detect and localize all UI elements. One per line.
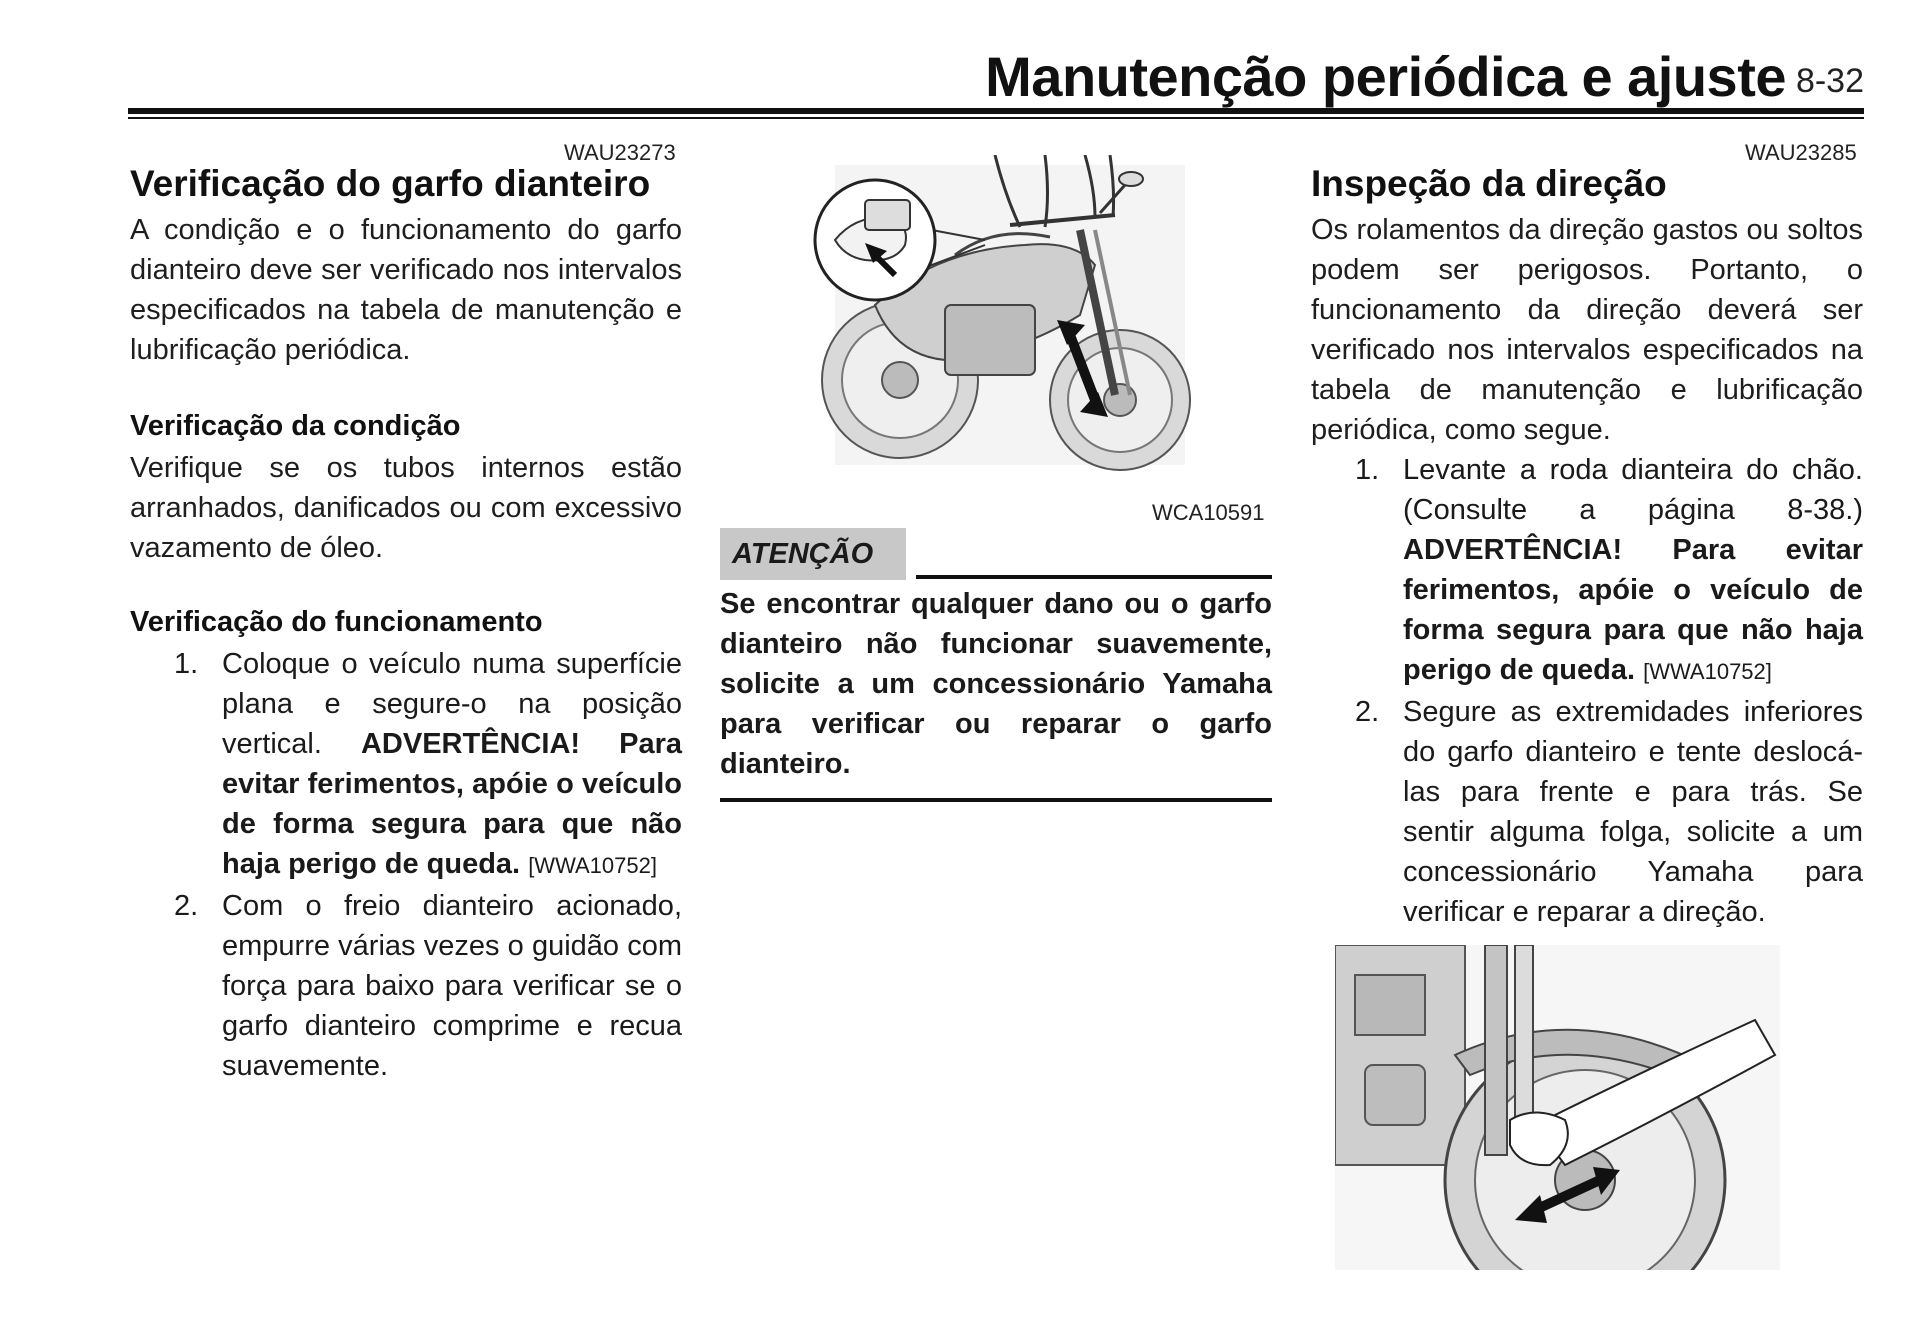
list-item (130, 886, 682, 1086)
step-number: 1. (174, 648, 199, 680)
warning-ref: [WWA10752] (528, 853, 657, 878)
step-text: Com o freio dianteiro acionado, empurre várias vezes o guidão com força para baixo para verificar se o garfo dianteiro comprime e recua suavemente. (222, 890, 682, 1082)
condition-paragraph: Verifique se os tubos internos estão arranhados, danificados ou com excessivo vazamento de óleo. (130, 452, 682, 564)
caution-rule-top (916, 575, 1272, 579)
warning-text: ADVERTÊNCIA! Para evitar ferimentos, apóie o veículo de forma segura para que não haja perigo de queda. (1403, 534, 1863, 686)
warning-text: ADVERTÊNCIA! Para evitar ferimentos, apóie o veículo de forma segura para que não haja perigo de queda. (222, 728, 683, 880)
section-heading-fork: Verificação do garfo dianteiro (130, 163, 651, 204)
section-code-right: WAU23285 (1745, 140, 1857, 165)
section-heading-steering: Inspeção da direção (1311, 163, 1667, 204)
list-item (130, 644, 682, 886)
list-item (1311, 450, 1863, 692)
step-number: 2. (174, 890, 199, 922)
header-rule (128, 108, 1864, 114)
fork-intro-paragraph: A condição e o funcionamento do garfo dianteiro deve ser verificado nos intervalos especificados na tabela de manutenção e lubrificação periódica. (130, 214, 682, 366)
caution-text: Se encontrar qualquer dano ou o garfo dianteiro não funcionar suavemente, solicite a um concessionário Yamaha para verificar ou reparar o garfo dianteiro. (720, 588, 1272, 780)
step-text: Levante a roda dianteira do chão. (Consulte a página 8-38.) (1403, 454, 1863, 526)
step-text: Coloque o veículo numa superfície plana e segure-o na posição vertical. (222, 648, 682, 760)
page-number: 8-32 (1795, 62, 1864, 100)
caution-label: ATENÇÃO (720, 528, 906, 580)
caution-rule-bottom (720, 798, 1272, 802)
steering-check-illustration (1335, 945, 1780, 1270)
steering-intro-paragraph: Os rolamentos da direção gastos ou soltos podem ser perigosos. Portanto, o funcionamento da direção deverá ser verificado nos intervalos especificados na tabela de manutenção e lubrificação periódica, como segue. (1311, 214, 1863, 446)
steering-steps (1311, 450, 1863, 932)
function-steps (130, 644, 682, 1086)
page-title: Manutenção periódica e ajuste (985, 45, 1786, 108)
step-number: 1. (1355, 454, 1380, 486)
motorcycle-fork-illustration (795, 155, 1205, 475)
header-rule-thin (128, 117, 1864, 119)
list-item (1311, 692, 1863, 932)
section-code-left: WAU23273 (564, 140, 676, 165)
function-heading: Verificação do funcionamento (130, 606, 543, 638)
condition-heading: Verificação da condição (130, 410, 461, 442)
caution-code: WCA10591 (1152, 500, 1265, 525)
step-number: 2. (1355, 696, 1380, 728)
step-text: Segure as extremidades inferiores do garfo dianteiro e tente deslocá-las para frente e para trás. Se sentir alguma folga, solicite a um concessionário Yamaha para verificar e reparar a direção. (1403, 696, 1863, 928)
warning-ref: [WWA10752] (1643, 659, 1772, 684)
